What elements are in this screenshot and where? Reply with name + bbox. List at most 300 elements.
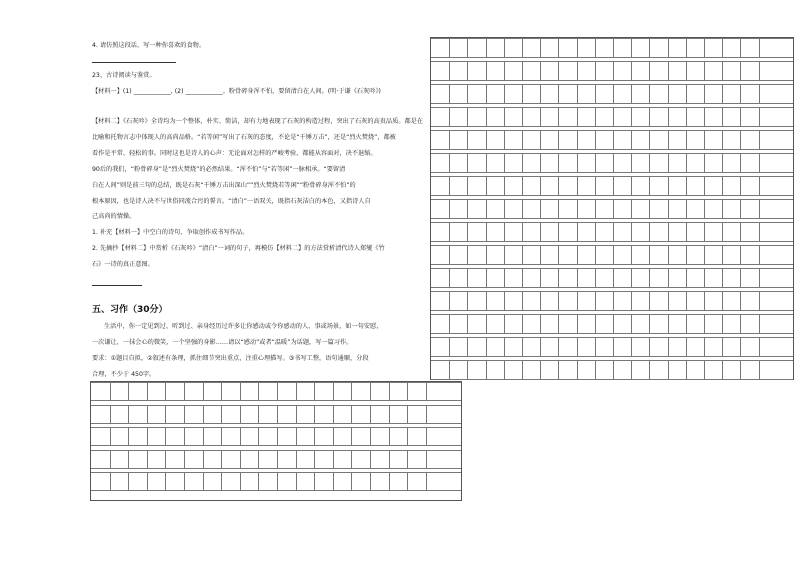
grid-cell-divider [351, 405, 352, 423]
grid-cell-divider [333, 450, 334, 468]
grid-cell-divider [577, 107, 578, 126]
grid-cell-divider [540, 130, 541, 149]
grid-cell-divider [240, 382, 241, 400]
grid-cell-divider [333, 427, 334, 445]
grid-cell-divider [558, 268, 559, 287]
grid-cell-divider [258, 405, 259, 423]
grid-cell-divider [704, 268, 705, 287]
grid-cell-divider [631, 222, 632, 241]
grid-cell-divider [740, 107, 741, 126]
grid-cell-divider [631, 107, 632, 126]
grid-cell-divider [558, 360, 559, 379]
grid-cell-divider [128, 450, 129, 468]
grid-cell-divider [522, 176, 523, 195]
grid-cell-divider [370, 450, 371, 468]
grid-cell-divider [522, 107, 523, 126]
grid-cell-divider [759, 84, 760, 103]
grid-cell-divider [449, 153, 450, 172]
grid-cell-divider [649, 337, 650, 356]
grid-cell-divider [613, 176, 614, 195]
grid-cell-divider [686, 245, 687, 264]
grid-cell-divider [631, 61, 632, 80]
grid-cell-divider [240, 405, 241, 423]
bottom-writing-grid[interactable] [90, 381, 462, 501]
grid-cell-divider [540, 153, 541, 172]
material2-line: 己高尚的情操。 [92, 213, 136, 220]
grid-cell-divider [577, 268, 578, 287]
grid-cell-divider [426, 472, 427, 490]
grid-cell-divider [759, 176, 760, 195]
grid-cell-divider [595, 61, 596, 80]
right-writing-grid[interactable] [430, 37, 794, 380]
grid-cell-divider [577, 153, 578, 172]
grid-cell-divider [504, 337, 505, 356]
grid-cell-divider [467, 38, 468, 57]
grid-cell-divider [467, 314, 468, 333]
grid-cell-divider [522, 130, 523, 149]
grid-cell-divider [467, 107, 468, 126]
material2-line: 根本原因，也是诗人决不与世俗同流合污的誓言。“清白”一语双关，既指石灰洁白的本色，又指诗人自 [92, 198, 371, 205]
grid-cell-divider [407, 450, 408, 468]
grid-cell-divider [165, 382, 166, 400]
grid-cell-divider [486, 245, 487, 264]
grid-row-line [91, 468, 461, 469]
grid-cell-divider [370, 405, 371, 423]
grid-cell-divider [613, 199, 614, 218]
grid-cell-divider [722, 61, 723, 80]
grid-cell-divider [613, 38, 614, 57]
grid-cell-divider [595, 222, 596, 241]
grid-cell-divider [486, 268, 487, 287]
grid-cell-divider [759, 291, 760, 310]
grid-cell-divider [759, 245, 760, 264]
grid-cell-divider [522, 291, 523, 310]
grid-row-line [431, 126, 793, 127]
grid-cell-divider [522, 268, 523, 287]
grid-cell-divider [740, 130, 741, 149]
grid-cell-divider [722, 107, 723, 126]
grid-cell-divider [613, 153, 614, 172]
grid-cell-divider [631, 360, 632, 379]
material2-line: 看作是平常、轻松的事。同时这也是诗人的心声：无论面对怎样的严峻考验，都能从容面对，决不退缩。 [92, 150, 377, 157]
material1-line: 【材料一】(1) ____________, (2) ____________。粉骨碎身浑不怕，要留清白在人间。(明·于谦《石灰吟》) [92, 88, 381, 95]
grid-cell-divider [351, 472, 352, 490]
grid-cell-divider [686, 84, 687, 103]
grid-cell-divider [613, 360, 614, 379]
grid-cell-divider [504, 245, 505, 264]
material2-line: 【材料二】《石灰吟》全诗均为一个整体，朴实、简洁，却有力地表现了石灰的构造过程，突出了石灰的高贵品质。都是在 [92, 118, 424, 125]
grid-cell-divider [407, 427, 408, 445]
grid-cell-divider [558, 61, 559, 80]
grid-cell-divider [704, 291, 705, 310]
grid-cell-divider [203, 472, 204, 490]
grid-cell-divider [203, 382, 204, 400]
grid-cell-divider [504, 268, 505, 287]
grid-cell-divider [504, 222, 505, 241]
grid-cell-divider [467, 222, 468, 241]
grid-cell-divider [577, 84, 578, 103]
grid-row-line [431, 241, 793, 242]
grid-cell-divider [595, 107, 596, 126]
grid-cell-divider [631, 314, 632, 333]
grid-cell-divider [467, 360, 468, 379]
essay-prompt-line: 合理，不少于 450字。 [92, 371, 156, 378]
grid-cell-divider [467, 153, 468, 172]
grid-cell-divider [668, 291, 669, 310]
grid-cell-divider [722, 153, 723, 172]
grid-cell-divider [577, 360, 578, 379]
grid-cell-divider [759, 314, 760, 333]
grid-cell-divider [258, 427, 259, 445]
grid-cell-divider [686, 153, 687, 172]
grid-cell-divider [522, 222, 523, 241]
grid-cell-divider [759, 130, 760, 149]
sub-question-2-line: 2. 先摘抄【材料二】中赏析《石灰吟》“清白”一词的句子，再模仿【材料二】的方法赏析清代诗人郑燮《竹 [92, 245, 385, 252]
grid-cell-divider [740, 176, 741, 195]
grid-cell-divider [613, 130, 614, 149]
grid-cell-divider [668, 61, 669, 80]
grid-cell-divider [165, 472, 166, 490]
grid-row-line [431, 356, 793, 357]
grid-cell-divider [522, 153, 523, 172]
grid-cell-divider [449, 61, 450, 80]
grid-cell-divider [740, 337, 741, 356]
grid-cell-divider [704, 337, 705, 356]
essay-prompt-line: 一次谦让，一抹会心的微笑，一个坚强的身影……请以“感动”或者“温暖”为话题，写一篇习作。 [92, 339, 353, 346]
grid-cell-divider [504, 291, 505, 310]
grid-cell-divider [449, 38, 450, 57]
grid-cell-divider [522, 38, 523, 57]
grid-cell-divider [467, 61, 468, 80]
grid-cell-divider [558, 314, 559, 333]
grid-cell-divider [613, 84, 614, 103]
grid-cell-divider [184, 472, 185, 490]
grid-cell-divider [704, 245, 705, 264]
grid-cell-divider [486, 314, 487, 333]
grid-cell-divider [370, 427, 371, 445]
grid-cell-divider [165, 405, 166, 423]
grid-cell-divider [333, 405, 334, 423]
grid-cell-divider [351, 382, 352, 400]
grid-cell-divider [577, 314, 578, 333]
grid-cell-divider [649, 130, 650, 149]
grid-cell-divider [277, 450, 278, 468]
grid-cell-divider [540, 61, 541, 80]
grid-cell-divider [540, 314, 541, 333]
grid-cell-divider [522, 84, 523, 103]
grid-cell-divider [722, 360, 723, 379]
grid-cell-divider [740, 61, 741, 80]
grid-cell-divider [613, 337, 614, 356]
grid-cell-divider [486, 199, 487, 218]
grid-cell-divider [522, 314, 523, 333]
grid-cell-divider [577, 199, 578, 218]
grid-cell-divider [686, 199, 687, 218]
grid-cell-divider [595, 245, 596, 264]
grid-cell-divider [722, 291, 723, 310]
grid-cell-divider [577, 337, 578, 356]
grid-cell-divider [486, 153, 487, 172]
grid-cell-divider [258, 450, 259, 468]
grid-cell-divider [649, 245, 650, 264]
grid-cell-divider [686, 337, 687, 356]
grid-cell-divider [704, 38, 705, 57]
grid-row-line [91, 490, 461, 491]
grid-cell-divider [486, 38, 487, 57]
grid-cell-divider [668, 314, 669, 333]
grid-cell-divider [759, 38, 760, 57]
grid-cell-divider [240, 427, 241, 445]
grid-cell-divider [668, 130, 669, 149]
grid-cell-divider [722, 314, 723, 333]
grid-cell-divider [558, 245, 559, 264]
grid-cell-divider [577, 176, 578, 195]
grid-cell-divider [296, 450, 297, 468]
grid-cell-divider [613, 314, 614, 333]
sub-question-1: 1. 补充【材料一】中空白的诗句，争取创作成书写作品。 [92, 229, 249, 236]
grid-cell-divider [722, 38, 723, 57]
grid-cell-divider [668, 84, 669, 103]
grid-cell-divider [110, 450, 111, 468]
grid-cell-divider [686, 38, 687, 57]
grid-cell-divider [759, 199, 760, 218]
grid-cell-divider [722, 222, 723, 241]
grid-cell-divider [558, 107, 559, 126]
grid-cell-divider [277, 405, 278, 423]
grid-cell-divider [722, 268, 723, 287]
grid-cell-divider [613, 61, 614, 80]
grid-cell-divider [668, 176, 669, 195]
grid-cell-divider [759, 337, 760, 356]
grid-cell-divider [240, 450, 241, 468]
grid-cell-divider [686, 360, 687, 379]
grid-row-line [431, 103, 793, 104]
grid-cell-divider [722, 199, 723, 218]
grid-cell-divider [631, 153, 632, 172]
grid-cell-divider [314, 382, 315, 400]
grid-cell-divider [147, 472, 148, 490]
grid-row-line [431, 80, 793, 81]
grid-cell-divider [467, 84, 468, 103]
grid-cell-divider [631, 337, 632, 356]
grid-row-line [91, 400, 461, 401]
grid-cell-divider [467, 268, 468, 287]
grid-cell-divider [540, 245, 541, 264]
grid-cell-divider [486, 84, 487, 103]
grid-cell-divider [540, 222, 541, 241]
grid-cell-divider [649, 107, 650, 126]
grid-cell-divider [486, 337, 487, 356]
grid-cell-divider [558, 222, 559, 241]
grid-cell-divider [704, 176, 705, 195]
grid-cell-divider [558, 337, 559, 356]
grid-cell-divider [110, 405, 111, 423]
grid-cell-divider [558, 199, 559, 218]
grid-cell-divider [649, 38, 650, 57]
grid-cell-divider [504, 153, 505, 172]
grid-cell-divider [686, 314, 687, 333]
grid-cell-divider [277, 472, 278, 490]
grid-cell-divider [110, 427, 111, 445]
grid-cell-divider [449, 337, 450, 356]
grid-cell-divider [686, 130, 687, 149]
grid-cell-divider [722, 84, 723, 103]
grid-cell-divider [221, 382, 222, 400]
grid-cell-divider [426, 382, 427, 400]
grid-cell-divider [296, 382, 297, 400]
grid-cell-divider [522, 337, 523, 356]
grid-cell-divider [333, 472, 334, 490]
grid-cell-divider [595, 291, 596, 310]
grid-cell-divider [613, 222, 614, 241]
grid-cell-divider [128, 382, 129, 400]
grid-cell-divider [722, 337, 723, 356]
grid-cell-divider [504, 107, 505, 126]
sub-question-2-line: 石》一诗的真正意图。 [92, 261, 154, 268]
grid-cell-divider [722, 245, 723, 264]
grid-row-line [431, 310, 793, 311]
grid-cell-divider [486, 107, 487, 126]
grid-cell-divider [686, 107, 687, 126]
grid-cell-divider [486, 61, 487, 80]
grid-cell-divider [277, 427, 278, 445]
grid-cell-divider [296, 427, 297, 445]
grid-cell-divider [486, 360, 487, 379]
grid-cell-divider [740, 314, 741, 333]
grid-cell-divider [668, 38, 669, 57]
grid-cell-divider [631, 268, 632, 287]
grid-cell-divider [740, 360, 741, 379]
grid-cell-divider [558, 291, 559, 310]
grid-cell-divider [759, 268, 760, 287]
essay-prompt-line: 要求：①题目自拟。②叙述有条理，抓住细节突出重点，注重心理描写。③书写工整，语句通顺，分段 [92, 355, 369, 362]
grid-cell-divider [704, 130, 705, 149]
q4-text: 4. 请仿照这段话，写一种你喜欢的食物。 [92, 42, 206, 49]
grid-row-line [431, 57, 793, 58]
grid-cell-divider [467, 176, 468, 195]
grid-cell-divider [540, 268, 541, 287]
grid-cell-divider [686, 291, 687, 310]
grid-cell-divider [522, 199, 523, 218]
grid-cell-divider [449, 107, 450, 126]
grid-cell-divider [740, 268, 741, 287]
grid-cell-divider [631, 38, 632, 57]
grid-row-line [91, 445, 461, 446]
grid-cell-divider [759, 222, 760, 241]
grid-cell-divider [467, 130, 468, 149]
grid-row-line [91, 423, 461, 424]
grid-cell-divider [649, 153, 650, 172]
grid-cell-divider [426, 405, 427, 423]
grid-cell-divider [577, 38, 578, 57]
grid-cell-divider [522, 245, 523, 264]
grid-cell-divider [540, 176, 541, 195]
grid-cell-divider [540, 107, 541, 126]
answer-line [92, 285, 142, 286]
grid-cell-divider [704, 360, 705, 379]
q23-heading: 23、古诗阅读与鉴赏。 [92, 72, 156, 79]
grid-cell-divider [203, 405, 204, 423]
grid-cell-divider [759, 107, 760, 126]
grid-row-line [431, 379, 793, 380]
grid-cell-divider [740, 38, 741, 57]
grid-cell-divider [147, 382, 148, 400]
grid-cell-divider [449, 84, 450, 103]
grid-cell-divider [389, 405, 390, 423]
grid-cell-divider [631, 245, 632, 264]
grid-cell-divider [449, 314, 450, 333]
grid-cell-divider [504, 199, 505, 218]
grid-cell-divider [258, 382, 259, 400]
grid-cell-divider [449, 291, 450, 310]
grid-cell-divider [314, 427, 315, 445]
grid-cell-divider [110, 472, 111, 490]
grid-cell-divider [128, 472, 129, 490]
grid-cell-divider [759, 61, 760, 80]
grid-cell-divider [649, 314, 650, 333]
grid-cell-divider [613, 291, 614, 310]
grid-cell-divider [668, 107, 669, 126]
grid-cell-divider [704, 84, 705, 103]
grid-cell-divider [740, 84, 741, 103]
grid-cell-divider [314, 450, 315, 468]
grid-cell-divider [449, 245, 450, 264]
grid-cell-divider [504, 38, 505, 57]
grid-cell-divider [522, 360, 523, 379]
grid-cell-divider [595, 268, 596, 287]
grid-cell-divider [221, 472, 222, 490]
grid-cell-divider [467, 291, 468, 310]
grid-cell-divider [467, 199, 468, 218]
grid-cell-divider [740, 245, 741, 264]
grid-cell-divider [370, 472, 371, 490]
grid-cell-divider [686, 61, 687, 80]
grid-cell-divider [595, 84, 596, 103]
grid-cell-divider [314, 405, 315, 423]
grid-cell-divider [649, 291, 650, 310]
grid-cell-divider [165, 450, 166, 468]
grid-row-line [431, 149, 793, 150]
grid-cell-divider [240, 472, 241, 490]
grid-cell-divider [407, 472, 408, 490]
grid-cell-divider [649, 176, 650, 195]
grid-cell-divider [467, 337, 468, 356]
grid-cell-divider [258, 472, 259, 490]
grid-cell-divider [540, 337, 541, 356]
grid-cell-divider [504, 84, 505, 103]
grid-cell-divider [540, 84, 541, 103]
grid-cell-divider [351, 450, 352, 468]
grid-row-line [431, 172, 793, 173]
grid-cell-divider [351, 427, 352, 445]
grid-cell-divider [370, 382, 371, 400]
grid-cell-divider [333, 382, 334, 400]
grid-cell-divider [221, 450, 222, 468]
grid-cell-divider [203, 450, 204, 468]
grid-cell-divider [631, 291, 632, 310]
grid-cell-divider [504, 314, 505, 333]
grid-cell-divider [704, 222, 705, 241]
grid-cell-divider [649, 222, 650, 241]
grid-cell-divider [558, 38, 559, 57]
grid-cell-divider [540, 199, 541, 218]
grid-cell-divider [704, 199, 705, 218]
grid-cell-divider [449, 130, 450, 149]
grid-cell-divider [147, 405, 148, 423]
grid-cell-divider [296, 472, 297, 490]
grid-cell-divider [486, 130, 487, 149]
grid-cell-divider [613, 107, 614, 126]
